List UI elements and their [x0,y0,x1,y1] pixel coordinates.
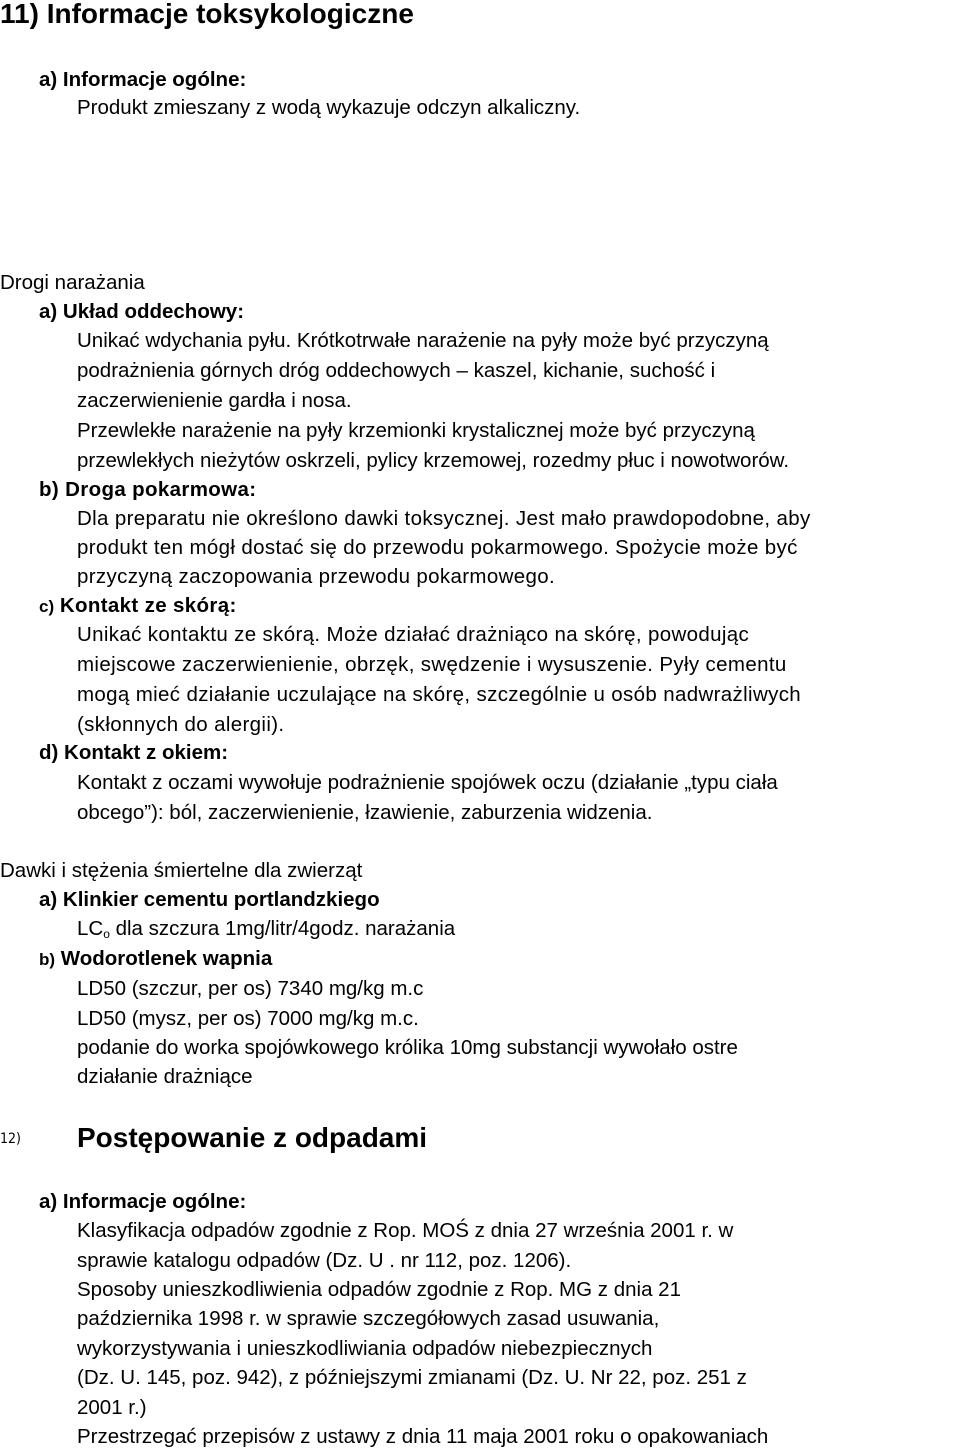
general-info-label: a) Informacje ogólne: [39,68,247,91]
skin-contact-line: (skłonnych do alergii). [77,713,285,736]
hydroxide-line: LD50 (szczur, per os) 7340 mg/kg m.c [77,977,424,1000]
waste-general-line: sprawie katalogu odpadów (Dz. U . nr 112, poz. 1206). [77,1249,572,1272]
clinker-label: a) Klinkier cementu portlandzkiego [39,888,380,911]
waste-general-line: Sposoby unieszkodliwienia odpadów zgodnie z Rop. MG z dnia 21 [77,1278,681,1301]
section-12-heading: Postępowanie z odpadami [77,1122,428,1153]
skin-contact-prefix: c) [39,597,55,616]
respiratory-line: podrażnienia górnych dróg oddechowych – kaszel, kichanie, suchość i [77,359,716,382]
skin-contact-line: miejscowe zaczerwienienie, obrzęk, swędzenie i wysuszenie. Pyły cementu [77,653,787,676]
waste-general-label: a) Informacje ogólne: [39,1190,247,1213]
clinker-lc-line [77,919,455,940]
skin-contact-label-row [39,596,237,617]
general-info-text: Produkt zmieszany z wodą wykazuje odczyn alkaliczny. [77,96,581,119]
skin-contact-label: Kontakt ze skórą: [59,594,237,617]
oral-route-line: przyczyną zaczopowania przewodu pokarmowego. [77,565,556,588]
hydroxide-line: podanie do worka spojówkowego królika 10mg substancji wywołało ostre [77,1036,738,1059]
eye-contact-label: d) Kontakt z okiem: [39,741,229,764]
skin-contact-line: Unikać kontaktu ze skórą. Może działać drażniąco na skórę, powodując [77,623,750,646]
hydroxide-label: Wodorotlenek wapnia [60,947,273,970]
respiratory-label: a) Układ oddechowy: [39,300,245,323]
respiratory-line: Przewlekłe narażenie na pyły krzemionki krystalicznej może być przyczyną [77,419,755,442]
waste-general-line: października 1998 r. w sprawie szczegółowych zasad usuwania, [77,1307,660,1330]
respiratory-line: Unikać wdychania pyłu. Krótkotrwałe narażenie na pyły może być przyczyną [77,329,769,352]
hydroxide-label-row [39,949,272,970]
hydroxide-line: działanie drażniące [77,1065,253,1088]
eye-contact-line: Kontakt z oczami wywołuje podrażnienie spojówek oczu (działanie „typu ciała [77,771,778,794]
respiratory-line: zaczerwienienie gardła i nosa. [77,389,352,412]
eye-contact-line: obcego”): ból, zaczerwienienie, łzawienie, zaburzenia widzenia. [77,801,653,824]
section-11-heading: 11) Informacje toksykologiczne [0,0,414,29]
lc-prefix: LC [77,917,104,940]
respiratory-line: przewlekłych nieżytów oskrzeli, pylicy krzemowej, rozedmy płuc i nowotworów. [77,449,790,472]
skin-contact-line: mogą mieć działanie uczulające na skórę, szczególnie u osób nadwrażliwych [77,683,802,706]
lethal-doses-heading: Dawki i stężenia śmiertelne dla zwierząt [0,859,363,882]
waste-general-line: Klasyfikacja odpadów zgodnie z Rop. MOŚ z dnia 27 września 2001 r. w [77,1219,734,1242]
oral-route-label: b) Droga pokarmowa: [39,478,257,501]
oral-route-line: Dla preparatu nie określono dawki toksycznej. Jest mało prawdopodobne, aby [77,507,811,530]
waste-general-line: wykorzystywania i unieszkodliwiania odpadów niebezpiecznych [77,1337,653,1360]
hydroxide-line: LD50 (mysz, per os) 7000 mg/kg m.c. [77,1007,419,1030]
lc-rest: dla szczura 1mg/litr/4godz. narażania [109,917,456,940]
section-12-number: 12) [0,1131,21,1147]
oral-route-line: produkt ten mógł dostać się do przewodu pokarmowego. Spożycie może być [77,536,798,559]
hydroxide-prefix: b) [39,950,56,969]
waste-general-line: Przestrzegać przepisów z ustawy z dnia 11 maja 2001 roku o opakowaniach [77,1425,769,1448]
waste-general-line: (Dz. U. 145, poz. 942), z późniejszymi zmianami (Dz. U. Nr 22, poz. 251 z [77,1366,747,1389]
exposure-routes-heading: Drogi narażania [0,271,145,294]
lc-subscript: o [103,927,110,941]
waste-general-line: 2001 r.) [77,1396,147,1419]
